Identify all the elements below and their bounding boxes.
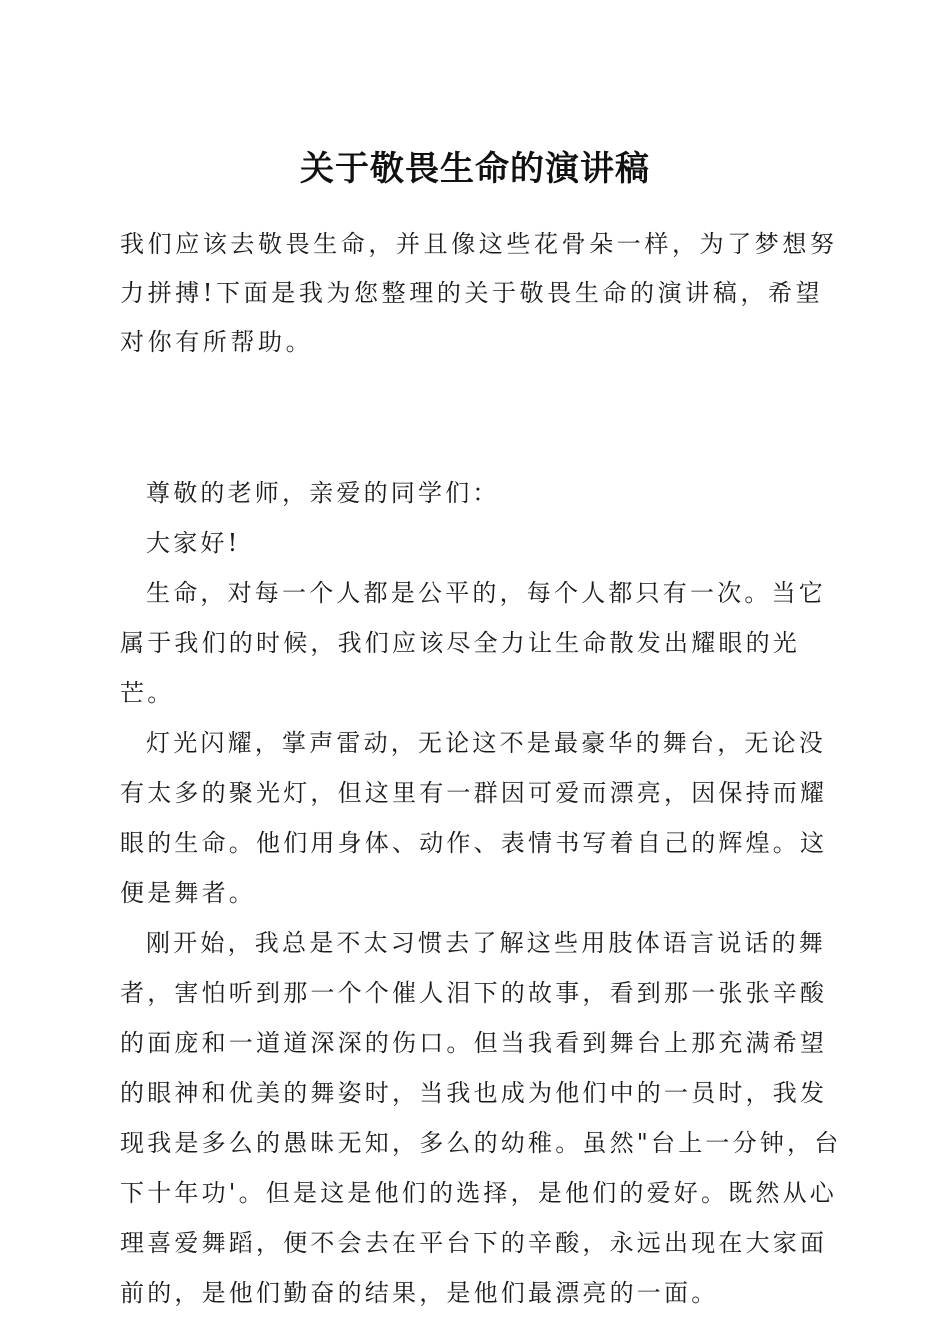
greeting: 大家好! [146,529,241,557]
body-paragraph: 灯光闪耀，掌声雷动，无论这不是最豪华的舞台，无论没有太多的聚光灯，但这里有一群因可爱而漂亮，因保持而耀眼的生命。他们用身体、动作、表情书写着自己的辉煌。这便是舞者。 [120,729,828,907]
speech-body [120,468,844,1318]
intro-paragraph: 我们应该去敬畏生命，并且像这些花骨朵一样，为了梦想努力拼搏!下面是我为您整理的关于敬畏生命的演讲稿，希望对你有所帮助。 [120,230,838,356]
intro-section [120,220,840,367]
body-paragraph: 刚开始，我总是不太习惯去了解这些用肢体语言说话的舞者，害怕听到那一个个催人泪下的故事，看到那一张张辛酸的面庞和一道道深深的伤口。但当我看到舞台上那充满希望的眼神和优美的舞姿时，当我也成为他们中的一员时，我发现我是多么的愚昧无知，多么的幼稚。虽然"台上一分钟，台下十年功'。但是这是他们的选择，是他们的爱好。既然从心理喜爱舞蹈，便不会去在平台下的辛酸，永远出现在大家面前的，是他们勤奋的结果，是他们最漂亮的一面。 [120,929,842,1307]
salutation: 尊敬的老师，亲爱的同学们： [146,479,500,507]
document-title: 关于敬畏生命的演讲稿 [300,149,650,189]
body-paragraph: 生命，对每一个人都是公平的，每个人都只有一次。当它属于我们的时候，我们应该尽全力让生命散发出耀眼的光芒。 [120,579,826,707]
